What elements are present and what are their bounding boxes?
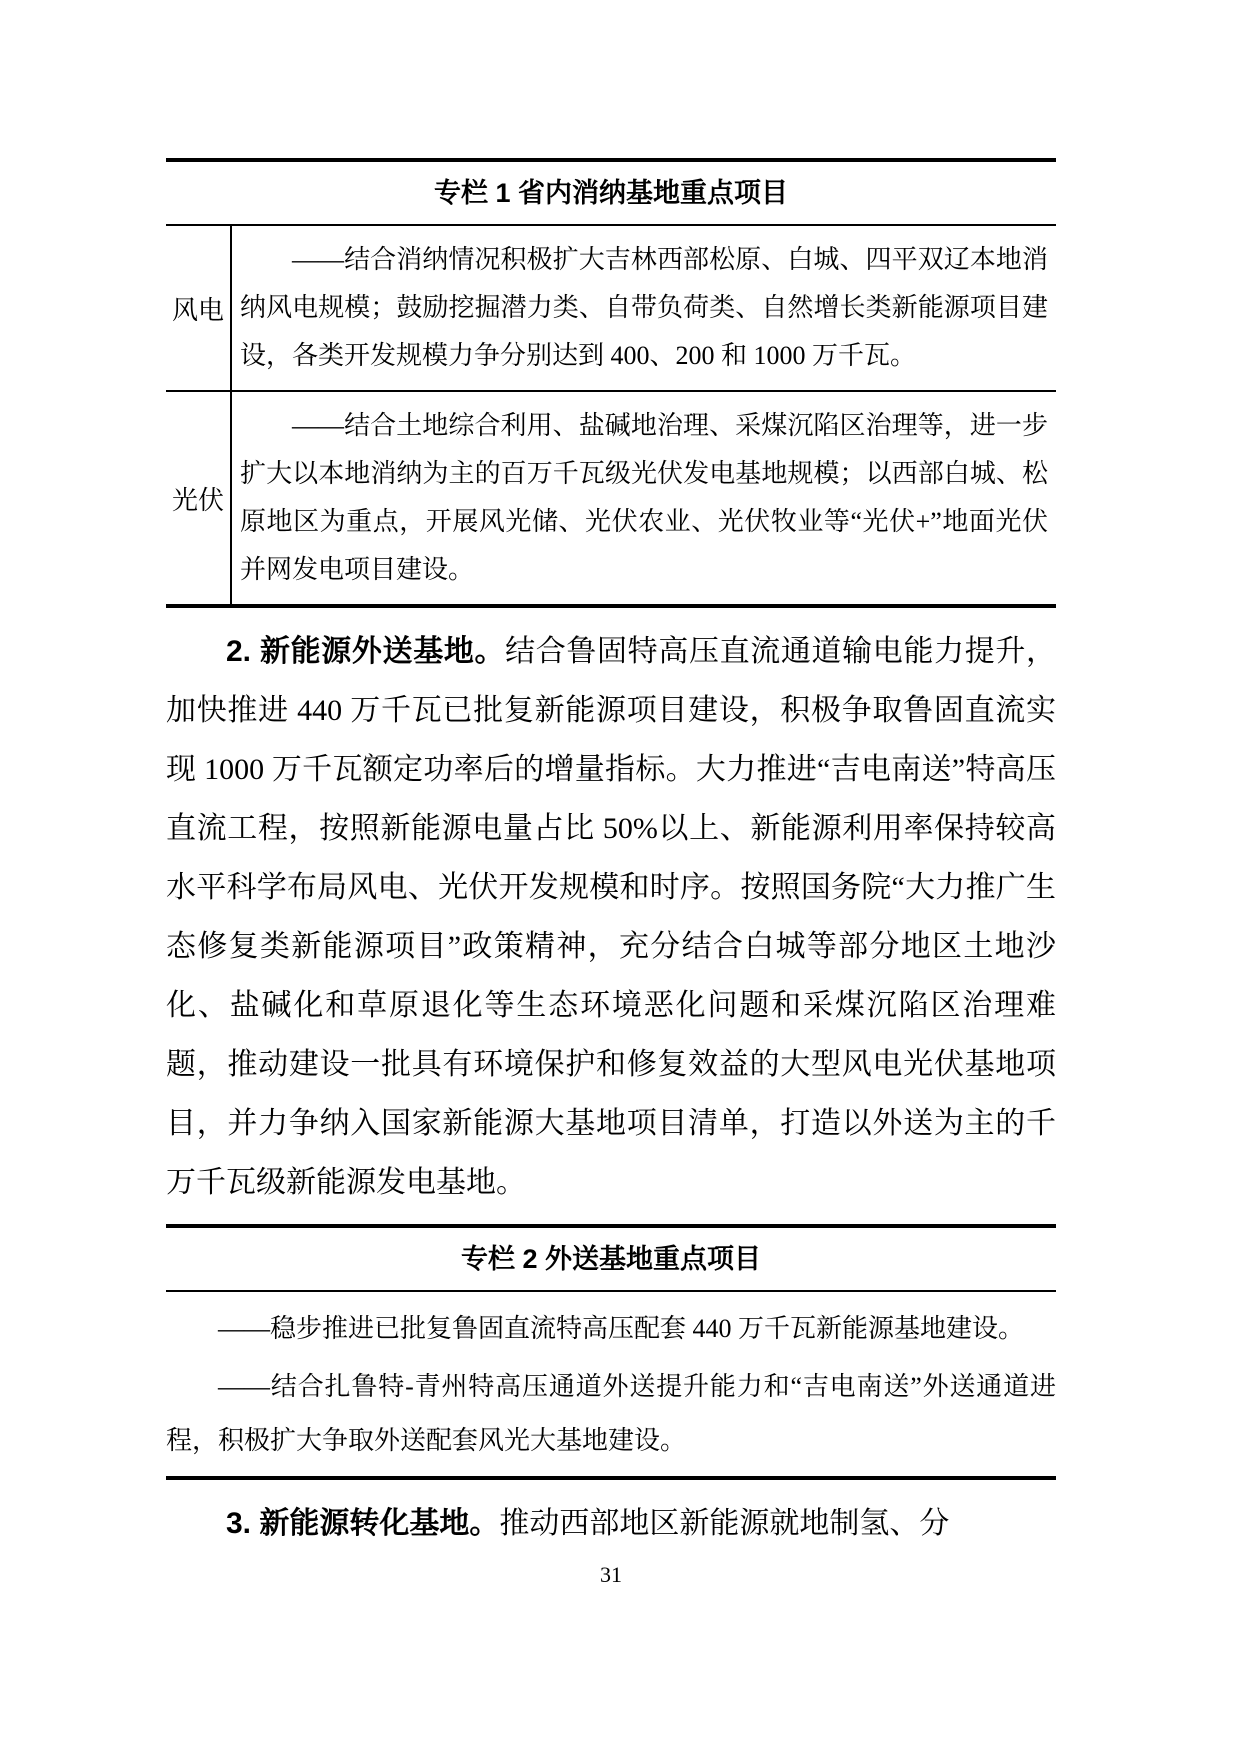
page-number: 31 (600, 1562, 622, 1587)
paragraph-2 (166, 622, 1056, 1212)
paragraph-3-body: 推动西部地区新能源就地制氢、分 (499, 1507, 950, 1540)
box-2-content (166, 1292, 1056, 1476)
paragraph-3-heading: 3. 新能源转化基地。 (226, 1507, 500, 1540)
box-2 (166, 1224, 1056, 1480)
box-1-title: 专栏 1 省内消纳基地重点项目 (166, 162, 1056, 226)
page-content (166, 158, 1056, 1589)
row-label-wind: 风电 (166, 226, 232, 390)
box-2-item-1: ——稳步推进已批复鲁固直流特高压配套 440 万千瓦新能源基地建设。 (218, 1314, 1025, 1343)
box-2-title: 专栏 2 外送基地重点项目 (166, 1228, 1056, 1292)
table-row-solar (166, 390, 1056, 604)
paragraph-2-body: 结合鲁固特高压直流通道输电能力提升，加快推进 440 万千瓦已批复新能源项目建设，积极争取鲁固直流实现 1000 万千瓦额定功率后的增量指标。大力推进“吉电南送”特高压直流工程，按照新能源电量占比 50%以上、新能源利用率保持较高水平科学布局风电、光伏开发规模和时序。按照国务院“大力推广生态修复类新能源项目”政策精神，充分结合白城等部分地区土地沙化、盐碱化和草原退化等生态环境恶化问题和采煤沉陷区治理难题，推动建设一批具有环境保护和修复效益的大型风电光伏基地项目，并力争纳入国家新能源大基地项目清单，打造以外送为主的千万千瓦级新能源发电基地。 (166, 635, 1057, 1199)
row-label-solar: 光伏 (166, 392, 232, 604)
box-1 (166, 158, 1056, 608)
row-text-solar: ——结合土地综合利用、盐碱地治理、采煤沉陷区治理等，进一步扩大以本地消纳为主的百万千瓦级光伏发电基地规模；以西部白城、松原地区为重点，开展风光储、光伏农业、光伏牧业等“光伏+”地面光伏并网发电项目建设。 (240, 411, 1048, 584)
paragraph-3 (166, 1494, 1056, 1553)
box-2-item-2: ——结合扎鲁特-青州特高压通道外送提升能力和“吉电南送”外送通道进程，积极扩大争取外送配套风光大基地建设。 (166, 1372, 1056, 1455)
table-row-wind (166, 226, 1056, 390)
paragraph-2-heading: 2. 新能源外送基地。 (226, 635, 506, 668)
row-text-wind: ——结合消纳情况积极扩大吉林西部松原、白城、四平双辽本地消纳风电规模；鼓励挖掘潜力类、自带负荷类、自然增长类新能源项目建设，各类开发规模力争分别达到 400、200 和 1000 万千瓦。 (240, 245, 1048, 370)
